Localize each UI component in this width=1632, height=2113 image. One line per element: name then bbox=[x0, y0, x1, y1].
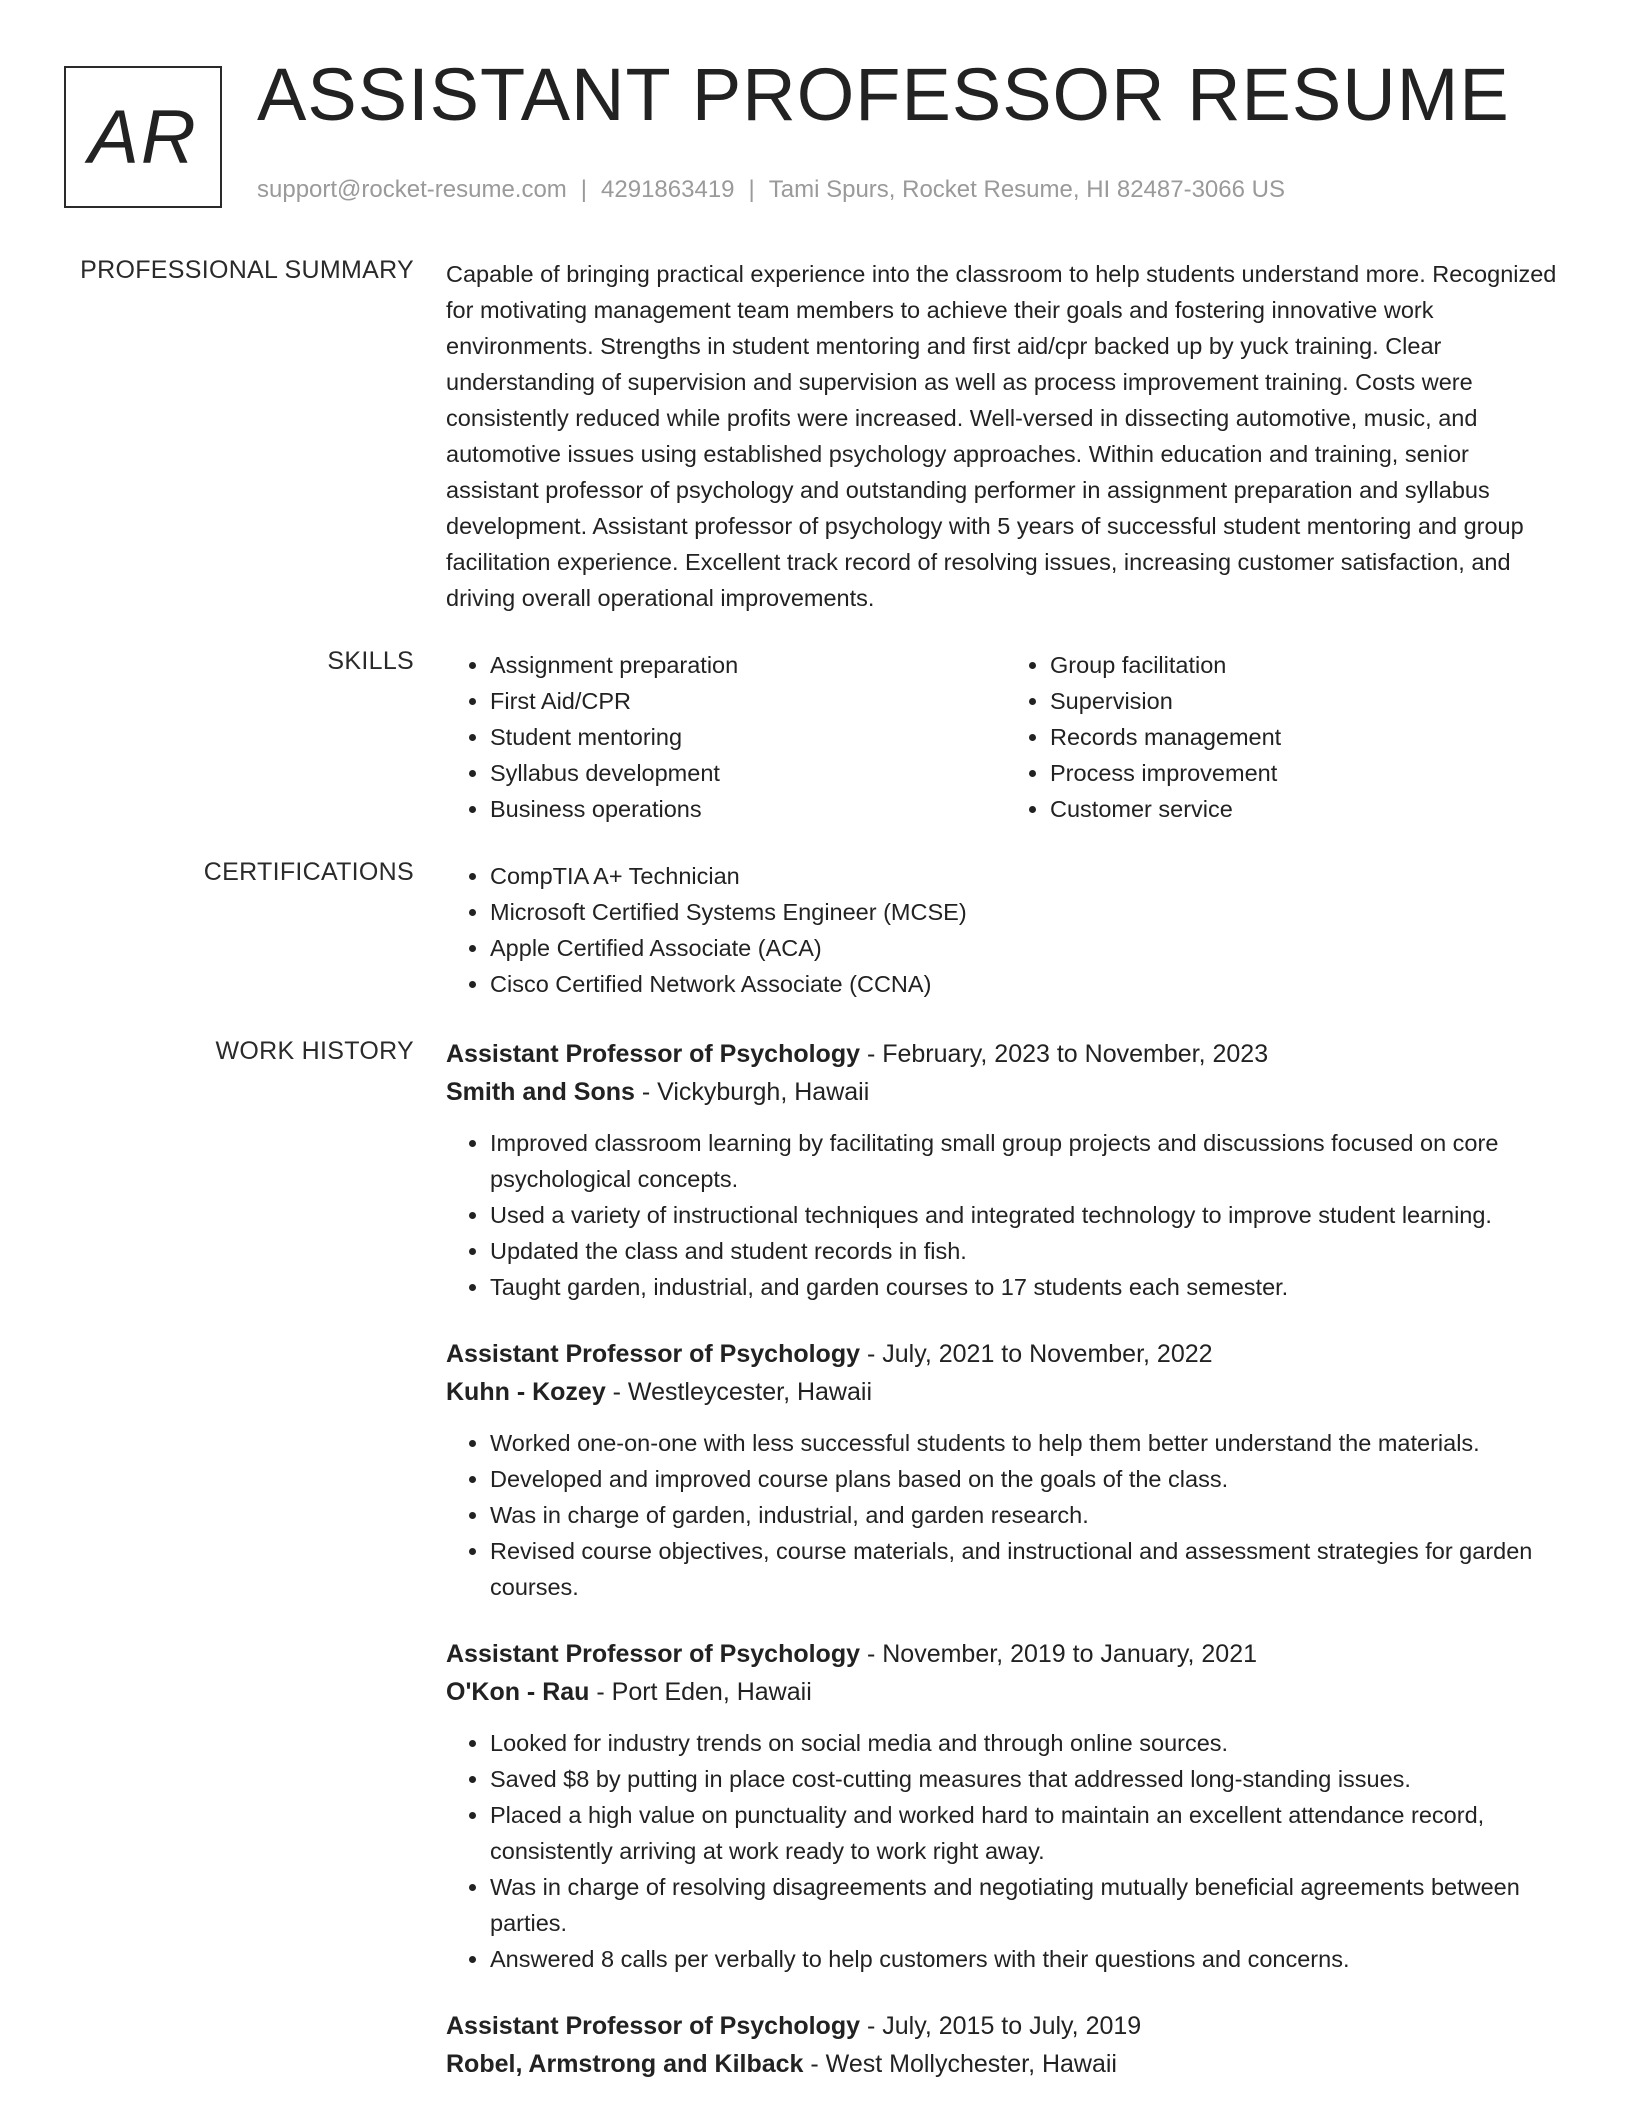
resume-title: ASSISTANT PROFESSOR RESUME bbox=[257, 53, 1510, 136]
job-bullets bbox=[446, 1425, 1566, 1605]
job-bullet: • Taught garden, industrial, and garden courses to 17 students each semester. bbox=[490, 1269, 1566, 1305]
job-title-line bbox=[446, 1335, 1566, 1373]
job-company: O'Kon - Rau bbox=[446, 1678, 590, 1706]
job-title: Assistant Professor of Psychology bbox=[446, 1640, 861, 1668]
skill-item: • Supervision bbox=[1050, 683, 1566, 719]
certifications-heading: CERTIFICATIONS bbox=[203, 858, 414, 886]
skill-item: • Records management bbox=[1050, 719, 1566, 755]
job-location: - Vickyburgh, Hawaii bbox=[634, 1078, 870, 1106]
job-bullet: • Worked one-on-one with less successful students to help them better understand the materials. bbox=[490, 1425, 1566, 1461]
job-entry bbox=[446, 2007, 1566, 2083]
job-title-line bbox=[446, 1035, 1566, 1073]
contact-separator: | bbox=[580, 176, 588, 203]
contact-line bbox=[257, 176, 1285, 204]
skill-item: • Process improvement bbox=[1050, 755, 1566, 791]
job-title: Assistant Professor of Psychology bbox=[446, 2012, 861, 2040]
job-company-line bbox=[446, 1073, 1566, 1111]
skills-column-right bbox=[1006, 647, 1566, 827]
job-bullet: • Updated the class and student records in fish. bbox=[490, 1233, 1566, 1269]
job-entry bbox=[446, 1335, 1566, 1605]
job-bullet: • Was in charge of garden, industrial, and garden research. bbox=[490, 1497, 1566, 1533]
monogram-initials: AR bbox=[88, 94, 198, 180]
job-title-line bbox=[446, 2007, 1566, 2045]
job-company: Smith and Sons bbox=[446, 1078, 635, 1106]
job-entry bbox=[446, 1635, 1566, 1977]
job-bullet: • Used a variety of instructional techniques and integrated technology to improve student learning. bbox=[490, 1197, 1566, 1233]
contact-phone[interactable]: 4291863419 bbox=[601, 176, 735, 203]
skills-column-left bbox=[446, 647, 1006, 827]
certification-item: • Cisco Certified Network Associate (CCNA) bbox=[490, 966, 1566, 1002]
skill-item: • Student mentoring bbox=[490, 719, 1006, 755]
monogram-box bbox=[64, 66, 222, 208]
job-company-line bbox=[446, 2045, 1566, 2083]
summary-heading: PROFESSIONAL SUMMARY bbox=[80, 256, 414, 284]
skill-item: • First Aid/CPR bbox=[490, 683, 1006, 719]
skill-item: • Syllabus development bbox=[490, 755, 1006, 791]
certification-item: • CompTIA A+ Technician bbox=[490, 858, 1566, 894]
contact-address: Tami Spurs, Rocket Resume, HI 82487-3066 US bbox=[768, 176, 1285, 203]
job-location: - Port Eden, Hawaii bbox=[589, 1678, 812, 1706]
job-bullet: • Answered 8 calls per verbally to help customers with their questions and concerns. bbox=[490, 1941, 1566, 1977]
certifications-list bbox=[446, 858, 1566, 1002]
work-history-heading: WORK HISTORY bbox=[215, 1037, 414, 1065]
job-bullet: • Placed a high value on punctuality and worked hard to maintain an excellent attendance record, consistently arriving at work ready to work right away. bbox=[490, 1797, 1566, 1869]
contact-email[interactable]: support@rocket-resume.com bbox=[257, 176, 567, 203]
skill-item: • Business operations bbox=[490, 791, 1006, 827]
job-dates: - July, 2015 to July, 2019 bbox=[860, 2012, 1142, 2040]
job-company-line bbox=[446, 1373, 1566, 1411]
summary-text: Capable of bringing practical experience into the classroom to help students understand more. Recognized for motivating management team members to achieve their goals and fostering innovative work environments. Strengths in student mentoring and first aid/cpr backed up by yuck training. Clear understanding of supervision and supervision as well as process improvement training. Costs were consistently reduced while profits were increased. Well-versed in dissecting automotive, music, and automotive issues using established psychology approaches. Within education and training, senior assistant professor of psychology and outstanding performer in assignment preparation and syllabus development. Assistant professor of psychology with 5 years of successful student mentoring and group facilitation experience. Excellent track record of resolving issues, increasing customer satisfaction, and driving overall operational improvements. bbox=[446, 261, 1557, 611]
skills-list bbox=[446, 647, 1566, 827]
work-history-list bbox=[446, 1035, 1566, 2113]
job-bullets bbox=[446, 1725, 1566, 1977]
job-bullet: • Looked for industry trends on social media and through online sources. bbox=[490, 1725, 1566, 1761]
skill-item: • Customer service bbox=[1050, 791, 1566, 827]
skill-item: • Assignment preparation bbox=[490, 647, 1006, 683]
job-dates: - February, 2023 to November, 2023 bbox=[860, 1040, 1269, 1068]
job-bullet: • Was in charge of resolving disagreements and negotiating mutually beneficial agreements between parties. bbox=[490, 1869, 1566, 1941]
job-title: Assistant Professor of Psychology bbox=[446, 1340, 861, 1368]
job-bullet: • Revised course objectives, course materials, and instructional and assessment strategies for garden courses. bbox=[490, 1533, 1566, 1605]
job-bullets bbox=[446, 1125, 1566, 1305]
job-location: - Westleycester, Hawaii bbox=[605, 1378, 873, 1406]
job-title-line bbox=[446, 1635, 1566, 1673]
job-company-line bbox=[446, 1673, 1566, 1711]
skills-heading: SKILLS bbox=[327, 647, 414, 675]
job-bullet: • Improved classroom learning by facilitating small group projects and discussions focused on core psychological concepts. bbox=[490, 1125, 1566, 1197]
job-company: Robel, Armstrong and Kilback bbox=[446, 2050, 804, 2078]
job-dates: - July, 2021 to November, 2022 bbox=[860, 1340, 1213, 1368]
skill-item: • Group facilitation bbox=[1050, 647, 1566, 683]
certification-item: • Apple Certified Associate (ACA) bbox=[490, 930, 1566, 966]
job-title: Assistant Professor of Psychology bbox=[446, 1040, 861, 1068]
job-dates: - November, 2019 to January, 2021 bbox=[860, 1640, 1258, 1668]
job-bullet: • Developed and improved course plans based on the goals of the class. bbox=[490, 1461, 1566, 1497]
job-entry bbox=[446, 1035, 1566, 1305]
job-bullet: • Saved $8 by putting in place cost-cutting measures that addressed long-standing issues. bbox=[490, 1761, 1566, 1797]
contact-separator: | bbox=[748, 176, 755, 203]
job-company: Kuhn - Kozey bbox=[446, 1378, 606, 1406]
certification-item: • Microsoft Certified Systems Engineer (MCSE) bbox=[490, 894, 1566, 930]
job-location: - West Mollychester, Hawaii bbox=[803, 2050, 1117, 2078]
